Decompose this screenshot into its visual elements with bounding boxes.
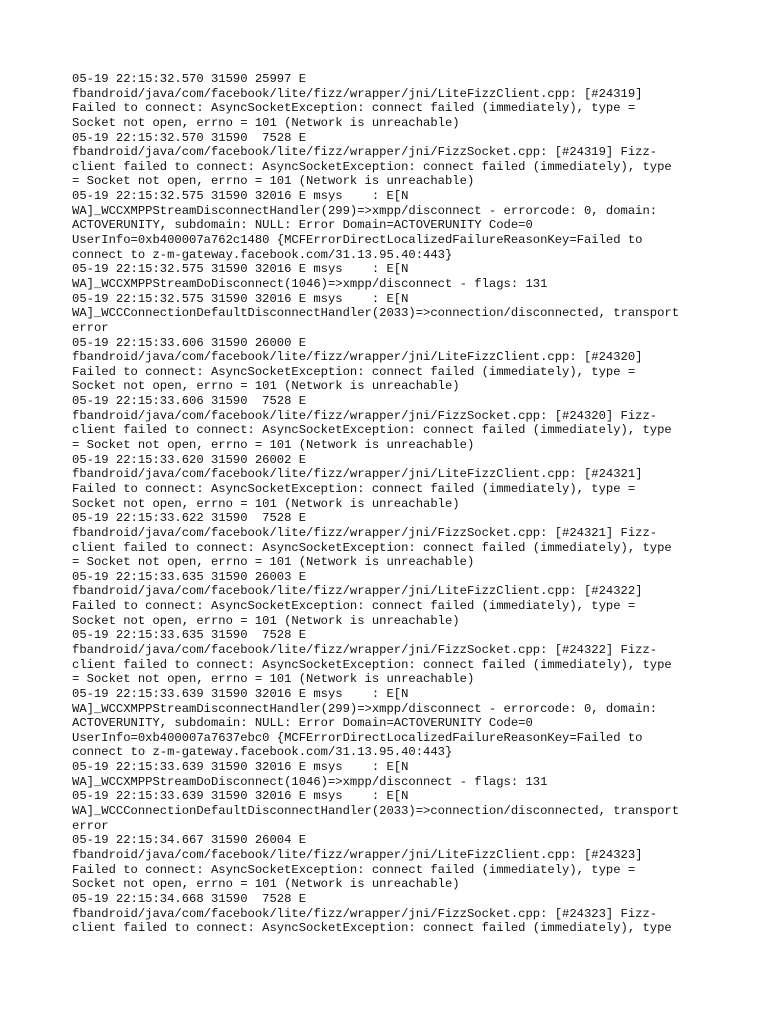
- log-line: Failed to connect: AsyncSocketException: connect failed (immediately), type =: [72, 862, 636, 877]
- log-line: 05-19 22:15:33.639 31590 32016 E msys : E[N: [72, 760, 409, 775]
- log-line: Socket not open, errno = 101 (Network is unreachable): [72, 877, 460, 892]
- log-line: 05-19 22:15:34.667 31590 26004 E: [72, 833, 307, 848]
- log-line: = Socket not open, errno = 101 (Network is unreachable): [72, 174, 475, 189]
- log-line: fbandroid/java/com/facebook/lite/fizz/wrapper/jni/LiteFizzClient.cpp: [#24321]: [72, 467, 643, 482]
- log-line: WA]_WCCXMPPStreamDisconnectHandler(299)=>xmpp/disconnect - errorcode: 0, domain:: [72, 701, 658, 716]
- log-line: fbandroid/java/com/facebook/lite/fizz/wrapper/jni/FizzSocket.cpp: [#24319] Fizz-: [72, 145, 658, 160]
- log-line: fbandroid/java/com/facebook/lite/fizz/wrapper/jni/LiteFizzClient.cpp: [#24323]: [72, 847, 643, 862]
- log-line: connect to z-m-gateway.facebook.com/31.13.95.40:443}: [72, 745, 453, 760]
- log-line: 05-19 22:15:32.575 31590 32016 E msys : E[N: [72, 262, 409, 277]
- log-line: 05-19 22:15:32.570 31590 7528 E: [72, 130, 307, 145]
- log-line: fbandroid/java/com/facebook/lite/fizz/wrapper/jni/FizzSocket.cpp: [#24322] Fizz-: [72, 642, 658, 657]
- log-line: WA]_WCCConnectionDefaultDisconnectHandler(2033)=>connection/disconnected, transport: [72, 804, 680, 819]
- log-line: ACTOVERUNITY, subdomain: NULL: Error Domain=ACTOVERUNITY Code=0: [72, 218, 533, 233]
- log-line: 05-19 22:15:34.668 31590 7528 E: [72, 891, 307, 906]
- log-line: 05-19 22:15:32.570 31590 25997 E: [72, 72, 307, 86]
- log-line: 05-19 22:15:33.639 31590 32016 E msys : E[N: [72, 789, 409, 804]
- log-line: client failed to connect: AsyncSocketException: connect failed (immediately), type: [72, 657, 672, 672]
- log-line: Failed to connect: AsyncSocketException: connect failed (immediately), type =: [72, 364, 636, 379]
- log-line: Socket not open, errno = 101 (Network is unreachable): [72, 496, 460, 511]
- log-line: fbandroid/java/com/facebook/lite/fizz/wrapper/jni/FizzSocket.cpp: [#24323] Fizz-: [72, 906, 658, 921]
- log-line: 05-19 22:15:33.622 31590 7528 E: [72, 511, 307, 526]
- log-line: 05-19 22:15:33.606 31590 7528 E: [72, 394, 307, 409]
- log-line: 05-19 22:15:33.606 31590 26000 E: [72, 335, 307, 350]
- log-line: = Socket not open, errno = 101 (Network is unreachable): [72, 438, 475, 453]
- log-line: connect to z-m-gateway.facebook.com/31.13.95.40:443}: [72, 247, 453, 262]
- log-line: Socket not open, errno = 101 (Network is unreachable): [72, 379, 460, 394]
- log-line: Failed to connect: AsyncSocketException: connect failed (immediately), type =: [72, 101, 636, 116]
- log-line: ACTOVERUNITY, subdomain: NULL: Error Domain=ACTOVERUNITY Code=0: [72, 716, 533, 731]
- log-line: error: [72, 818, 109, 833]
- log-line: UserInfo=0xb400007a762c1480 {MCFErrorDirectLocalizedFailureReasonKey=Failed to: [72, 233, 643, 248]
- log-line: 05-19 22:15:32.575 31590 32016 E msys : E[N: [72, 291, 409, 306]
- log-line: Socket not open, errno = 101 (Network is unreachable): [72, 613, 460, 628]
- log-line: client failed to connect: AsyncSocketException: connect failed (immediately), type: [72, 159, 672, 174]
- log-line: = Socket not open, errno = 101 (Network is unreachable): [72, 555, 475, 570]
- log-line: fbandroid/java/com/facebook/lite/fizz/wrapper/jni/FizzSocket.cpp: [#24320] Fizz-: [72, 408, 658, 423]
- log-line: = Socket not open, errno = 101 (Network is unreachable): [72, 672, 475, 687]
- log-line: Socket not open, errno = 101 (Network is unreachable): [72, 115, 460, 130]
- log-line: fbandroid/java/com/facebook/lite/fizz/wrapper/jni/LiteFizzClient.cpp: [#24320]: [72, 350, 643, 365]
- log-line: 05-19 22:15:33.635 31590 26003 E: [72, 569, 307, 584]
- log-text-block: [72, 72, 712, 936]
- log-line: UserInfo=0xb400007a7637ebc0 {MCFErrorDirectLocalizedFailureReasonKey=Failed to: [72, 730, 643, 745]
- log-line: WA]_WCCConnectionDefaultDisconnectHandler(2033)=>connection/disconnected, transport: [72, 306, 680, 321]
- log-line: fbandroid/java/com/facebook/lite/fizz/wrapper/jni/LiteFizzClient.cpp: [#24319]: [72, 86, 643, 101]
- log-line: 05-19 22:15:33.635 31590 7528 E: [72, 628, 307, 643]
- log-line: client failed to connect: AsyncSocketException: connect failed (immediately), type: [72, 540, 672, 555]
- log-line: client failed to connect: AsyncSocketException: connect failed (immediately), type: [72, 921, 672, 936]
- log-line: WA]_WCCXMPPStreamDisconnectHandler(299)=>xmpp/disconnect - errorcode: 0, domain:: [72, 203, 658, 218]
- log-line: 05-19 22:15:33.639 31590 32016 E msys : E[N: [72, 686, 409, 701]
- log-line: WA]_WCCXMPPStreamDoDisconnect(1046)=>xmpp/disconnect - flags: 131: [72, 774, 548, 789]
- log-line: 05-19 22:15:32.575 31590 32016 E msys : E[N: [72, 189, 409, 204]
- log-line: client failed to connect: AsyncSocketException: connect failed (immediately), type: [72, 423, 672, 438]
- log-line: Failed to connect: AsyncSocketException: connect failed (immediately), type =: [72, 599, 636, 614]
- log-line: Failed to connect: AsyncSocketException: connect failed (immediately), type =: [72, 481, 636, 496]
- log-line: fbandroid/java/com/facebook/lite/fizz/wrapper/jni/FizzSocket.cpp: [#24321] Fizz-: [72, 525, 658, 540]
- log-line: error: [72, 320, 109, 335]
- log-line: WA]_WCCXMPPStreamDoDisconnect(1046)=>xmpp/disconnect - flags: 131: [72, 276, 548, 291]
- log-line: 05-19 22:15:33.620 31590 26002 E: [72, 452, 307, 467]
- log-line: fbandroid/java/com/facebook/lite/fizz/wrapper/jni/LiteFizzClient.cpp: [#24322]: [72, 584, 643, 599]
